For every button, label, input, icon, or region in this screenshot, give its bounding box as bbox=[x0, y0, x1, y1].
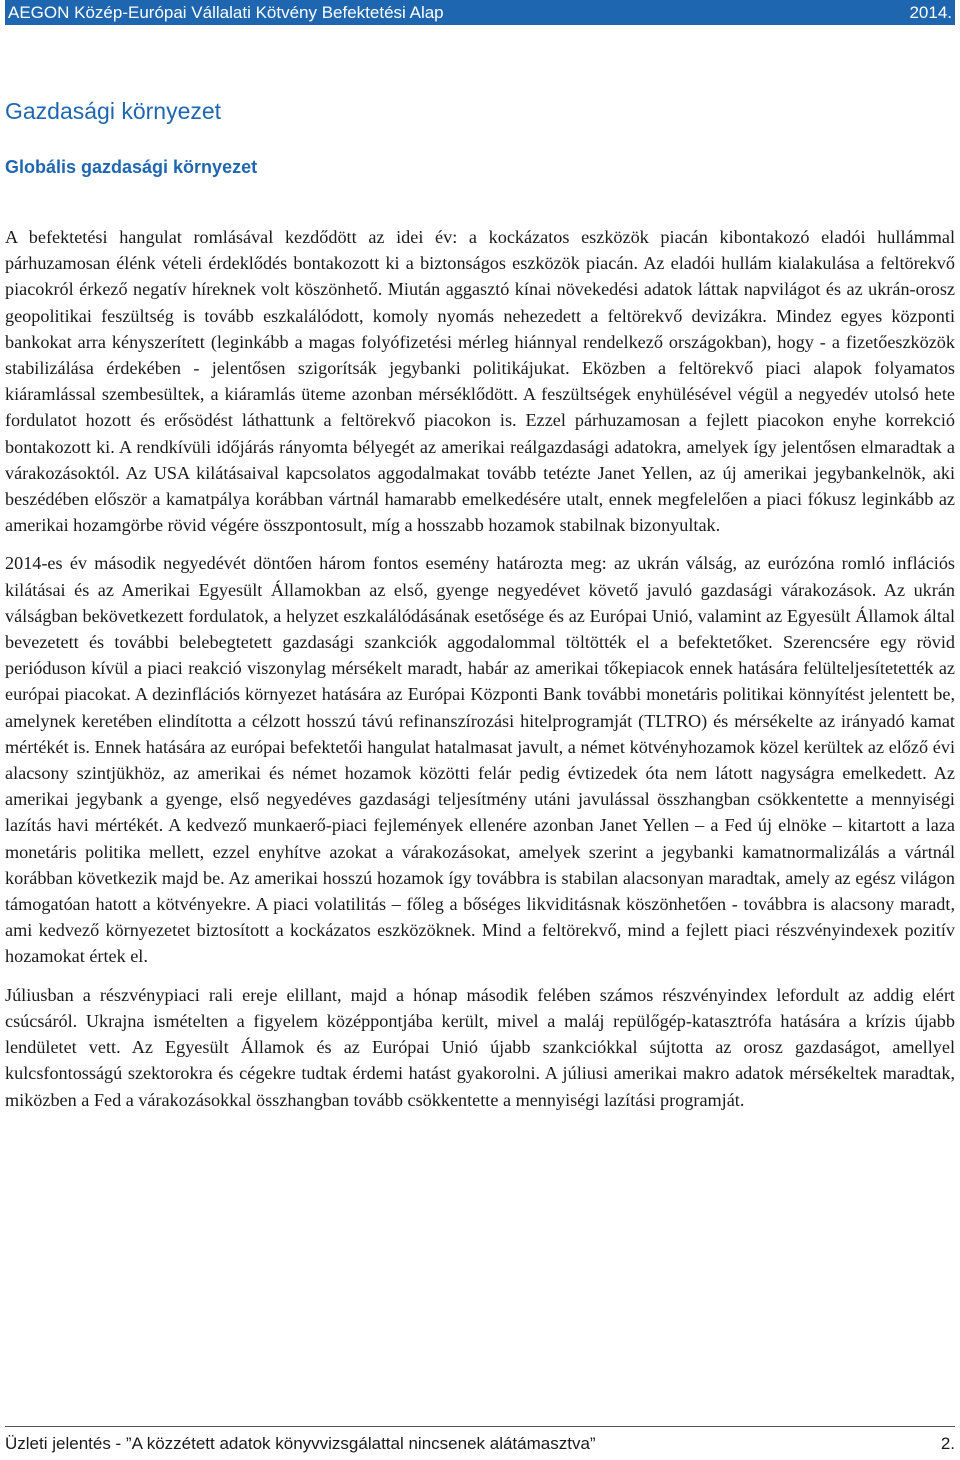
page-header bbox=[5, 0, 955, 25]
body-text bbox=[5, 224, 955, 1125]
paragraph-3: Júliusban a részvénypiaci rali ereje elillant, majd a hónap második felében számos részvényindex lefordult az addig elért csúcsáról. Ukrajna ismételten a figyelem középpontjába került, mivel a maláj repülőgép-katasztrófa hatására a krízis újabb lendületet vett. Az Egyesült Államok és az Európai Unió újabb szankciókkal sújtotta az orosz gazdaságot, amellyel kulcsfontosságú szektorokra és cégekre tudtak érdemi hatást gyakorolni. A júliusi amerikai makro adatok mérsékeltek maradtak, miközben a Fed a várakozásokkal összhangban tovább csökkentette a mennyiségi lazítási programját. bbox=[5, 984, 955, 1110]
paragraph-1: A befektetési hangulat romlásával kezdődött az idei év: a kockázatos eszközök piacán kibontakozó eladói hullámmal párhuzamosan élénk vételi érdeklődés bontakozott ki a biztonságos eszközök piacán. Az eladói hullám kialakulása a feltörekvő piacokról érkező negatív híreknek volt köszönhető. Miután aggasztó kínai növekedési adatok láttak napvilágot és az ukrán-orosz geopolitikai feszültség is tovább eszkalálódott, komoly nyomás nehezedett a feltörekvő devizákra. Mindez egyes központi bankokat arra kényszerített (leginkább a magas folyófizetési mérleg hiánnyal rendelkező országokban), hogy - a fizetőeszközök stabilizálása érdekében - jelentősen szigorítsák jegybanki politikájukat. Eközben a feltörekvő piaci alapok folyamatos kiáramlással szembesültek, a kiáramlás üteme azonban mérséklődött. A feszültségek enyhülésével végül a negyedév utolsó hete fordulatot hozott és erősödést láthattunk a feltörekvő piacokon is. Ezzel párhuzamosan a fejlett piacokon enyhe korrekció bontakozott ki. A rendkívüli időjárás rányomta bélyegét az amerikai reálgazdasági adatokra, amelyek így jelentősen elmaradtak a várakozásoktól. Az USA kilátásaival kapcsolatos aggodalmakat tovább tetézte Janet Yellen, az új amerikai jegybankelnök, aki beszédében először a kamatpálya korábban vártnál hamarabb emelkedésére utalt, ennek megfelelően a piaci fókusz leginkább az amerikai hozamgörbe rövid végére összpontosult, míg a hosszabb hozamok stabilnak bizonyultak. bbox=[5, 227, 955, 536]
subsection-heading: Globális gazdasági környezet bbox=[5, 157, 258, 177]
footer-note: Üzleti jelentés - ”A közzétett adatok könyvvizsgálattal nincsenek alátámasztva” bbox=[5, 1434, 596, 1453]
page-number: 2. bbox=[940, 1434, 955, 1453]
paragraph-2: 2014-es év második negyedévét döntően három fontos esemény határozta meg: az ukrán válság, az eurózóna romló inflációs kilátásai és az Amerikai Egyesült Államokban az első, gyenge negyedévet követő javuló gazdasági várakozások. Az ukrán válságban bekövetkezett fordulatok, a helyzet eszkalálódásának esetősége és az Európai Unió, valamint az Egyesült Államok által bevezetett és további belebegtetett gazdasági szankciók aggodalommal töltötték el a befektetőket. Szerencsére egy rövid perióduson kívül a piaci reakció viszonylag mérsékelt maradt, habár az amerikai tőkepiacok ennek hatására felülteljesítetették az európai piacokat. A dezinflációs környezet hatására az Európai Központi Bank további monetáris politikai könnyítést jelentett be, amelynek keretében elindította a célzott hosszú távú refinanszírozási hitelprogramját (TLTRO) és mérsékelte az irányadó kamat mértékét is. Ennek hatására az európai befektetői hangulat hatalmasat javult, a német kötvényhozamok közel kerültek az előző évi alacsony szintjükhöz, az amerikai és német hozamok közötti felár pedig évtizedek óta nem látott nagyságra emelkedett. Az amerikai jegybank a gyenge, első negyedéves gazdasági teljesítmény utáni javulással összhangban csökkentette a mennyiségi lazítás havi mértékét. A kedvező munkaerő-piaci fejlemények ellenére azonban Janet Yellen – a Fed új elnöke – kitartott a laza monetáris politika mellett, ezzel enyhítve azokat a várakozásokat, amelyek szerint a jegybanki kamatnormalizálás a vártnál korábban következik majd be. Az amerikai hosszú hozamok így továbbra is stabilan alacsonyan maradtak, amely az egész világon támogatóan hatott a kötvényekre. A piaci volatilitás – főleg a bőséges likviditásnak köszönhetően - továbbra is alacsony maradt, ami kedvező környezetet biztosított a kockázatos eszközöknek. Mind a feltörekvő, mind a fejlett piaci részvényindexek pozitív hozamokat értek el. bbox=[5, 553, 955, 967]
page-footer bbox=[5, 1426, 955, 1454]
header-year: 2014. bbox=[909, 3, 952, 22]
header-title: AEGON Közép-Európai Vállalati Kötvény Befektetési Alap bbox=[8, 3, 444, 22]
section-heading: Gazdasági környezet bbox=[5, 98, 222, 124]
